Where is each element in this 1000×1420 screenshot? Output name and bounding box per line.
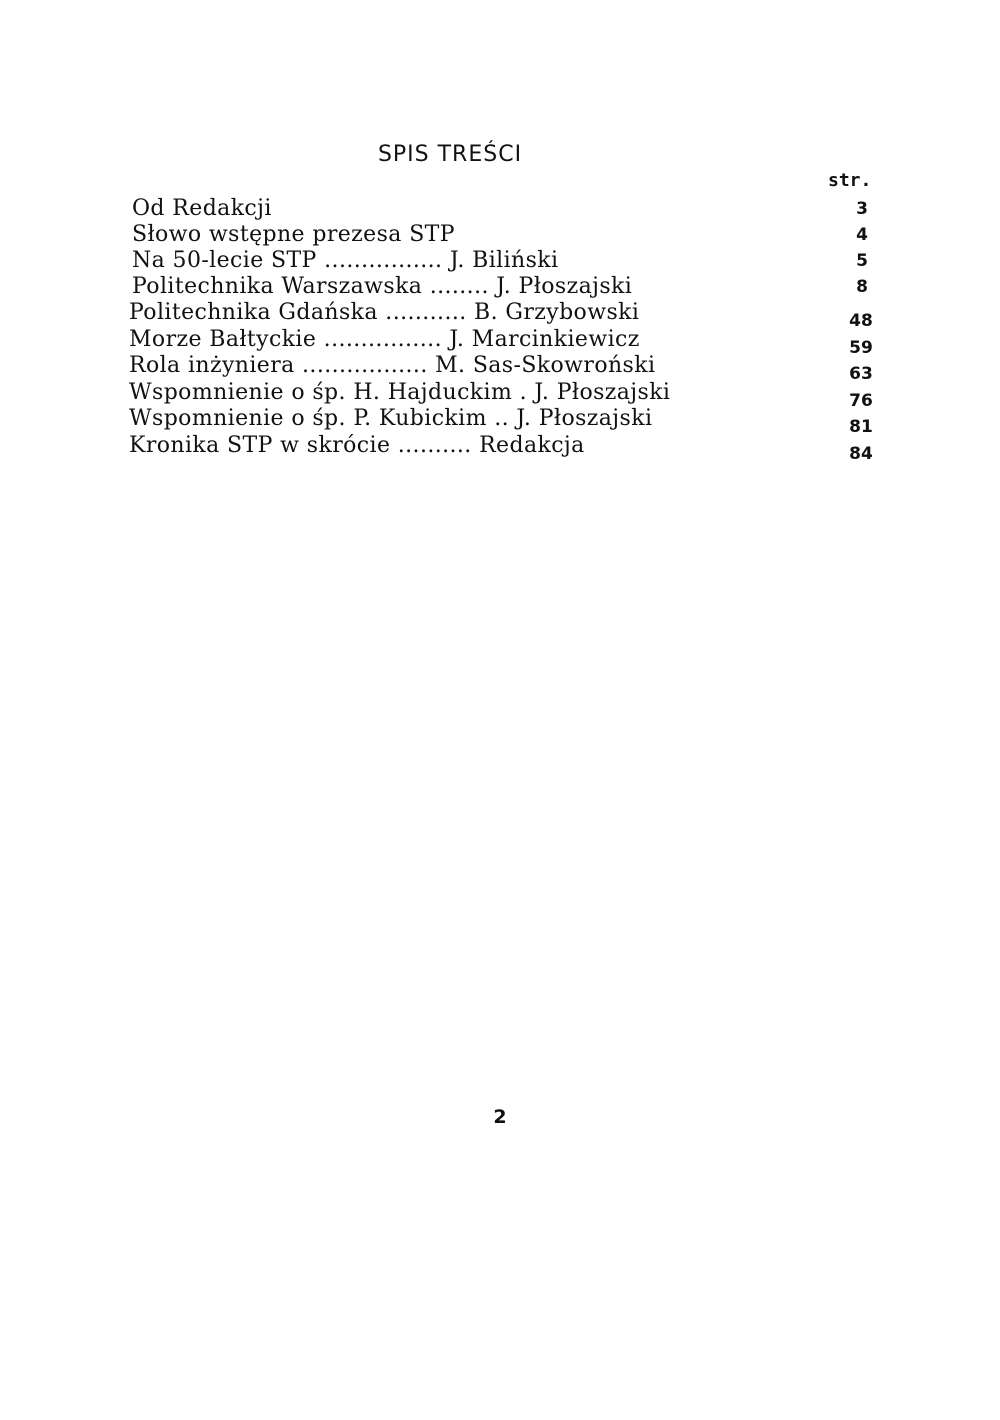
toc-page-number: 63: [849, 364, 873, 384]
toc-item: [0, 327, 1000, 358]
toc-page-number: 84: [849, 444, 873, 464]
toc-page-number: 48: [849, 311, 873, 331]
toc-entry-text: Na 50-lecie STP ................ J. Biliński: [132, 248, 559, 273]
toc-item: [0, 300, 1000, 331]
toc-entry-text: Politechnika Warszawska ........ J. Płoszajski: [132, 274, 633, 299]
toc-page-number: 5: [856, 251, 868, 271]
toc-page-number: 4: [856, 225, 868, 245]
toc-item: [0, 380, 1000, 411]
page-column-header: str.: [828, 170, 872, 191]
toc-entry-text: Wspomnienie o śp. P. Kubickim .. J. Płoszajski: [129, 406, 653, 431]
toc-item: [0, 433, 1000, 464]
toc-entry-text: Politechnika Gdańska ........... B. Grzybowski: [129, 300, 640, 325]
toc-page-number: 59: [849, 338, 873, 358]
toc-item: [0, 222, 1000, 248]
page-title: SPIS TREŚCI: [377, 142, 523, 167]
toc-entry-text: Od Redakcji: [132, 196, 272, 221]
toc-entry-text: Słowo wstępne prezesa STP: [132, 222, 455, 247]
toc-entry-text: Morze Bałtyckie ................ J. Marcinkiewicz: [129, 327, 640, 352]
toc-page-number: 3: [856, 199, 868, 219]
toc-entry-text: Kronika STP w skrócie .......... Redakcja: [129, 433, 585, 458]
toc-page-number: 76: [849, 391, 873, 411]
toc-page-number: 8: [856, 277, 868, 297]
toc-entry-text: Rola inżyniera ................. M. Sas-Skowroński: [129, 353, 656, 378]
toc-item: [0, 353, 1000, 384]
toc-page-number: 81: [849, 417, 873, 437]
toc-item: [0, 248, 1000, 274]
toc-item: [0, 406, 1000, 437]
toc-item: [0, 274, 1000, 300]
toc-item: [0, 196, 1000, 222]
page-number: 2: [493, 1106, 507, 1128]
toc-entry-text: Wspomnienie o śp. H. Hajduckim . J. Płoszajski: [129, 380, 671, 405]
